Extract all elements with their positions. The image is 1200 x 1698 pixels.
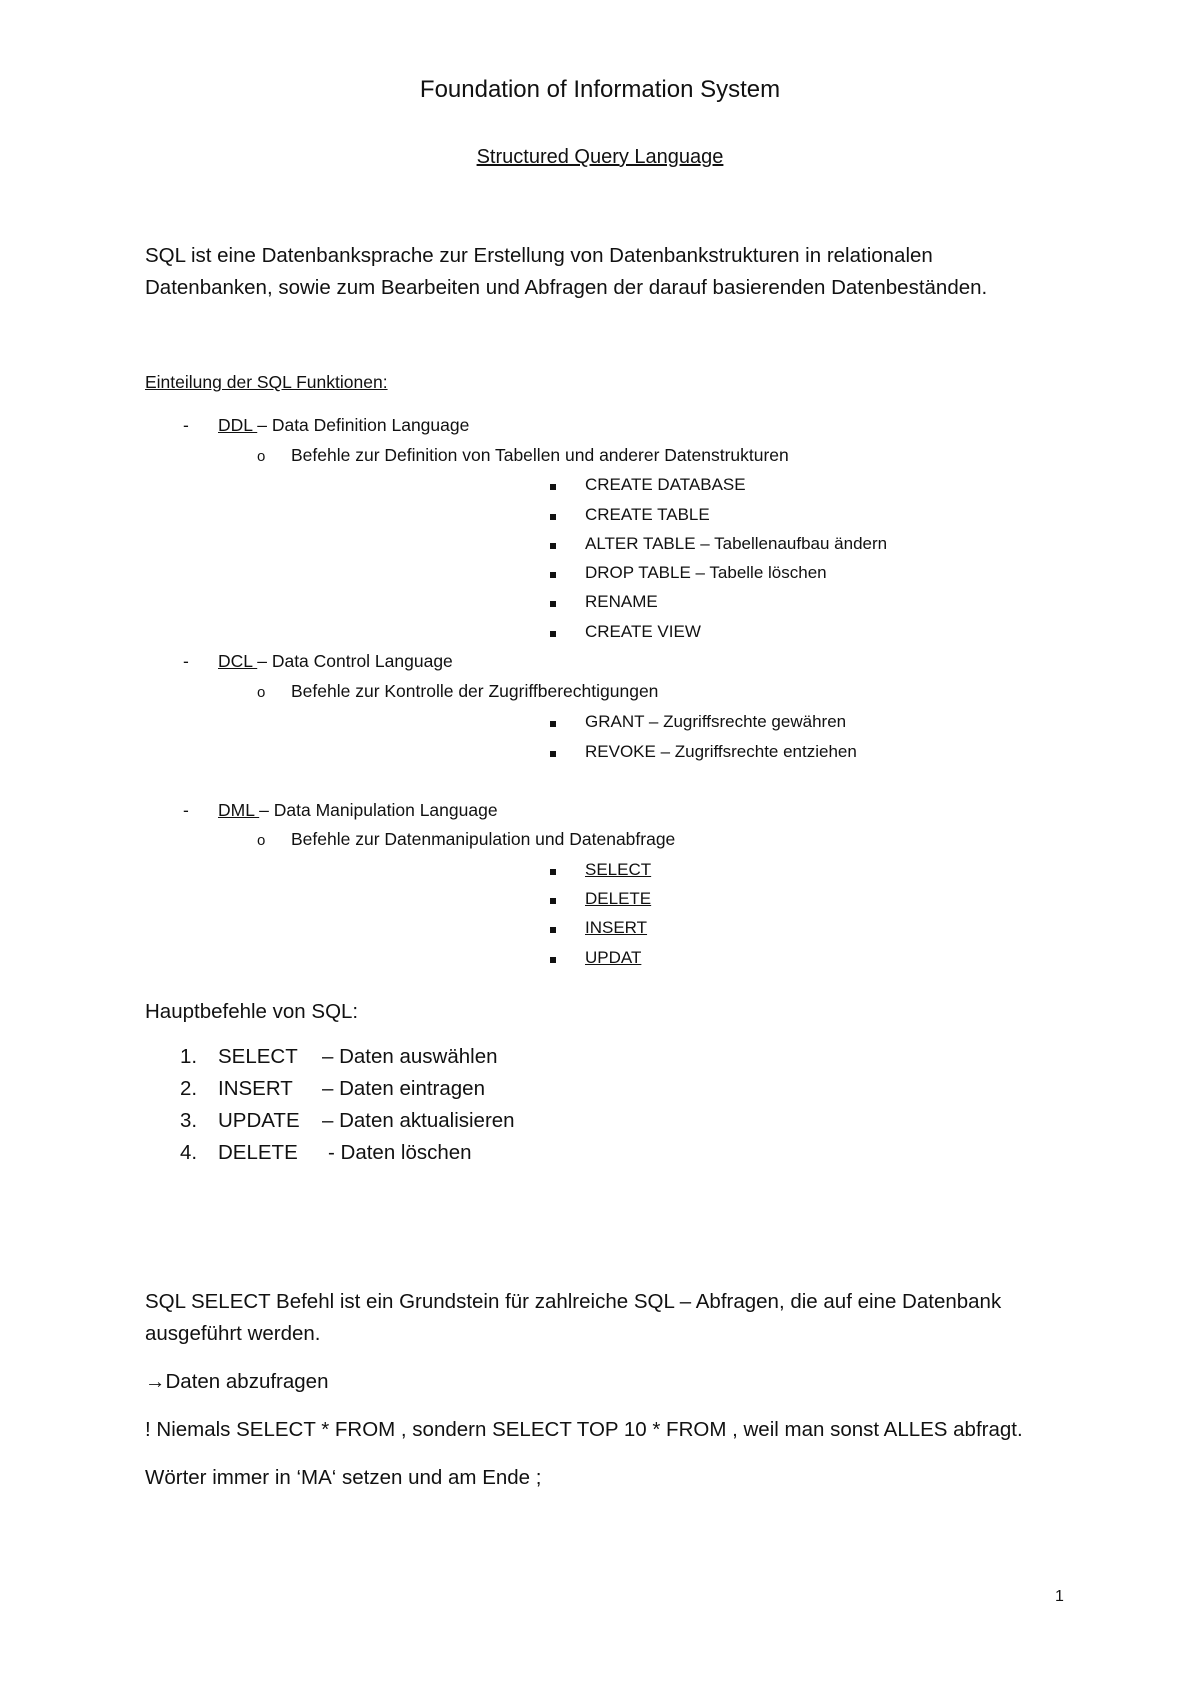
ddl-abbr: DDL — [218, 415, 258, 435]
hauptbefehl-desc: – Daten auswählen — [322, 1045, 498, 1068]
circle-bullet: o — [257, 832, 266, 849]
dml-abbr: DML — [218, 800, 260, 820]
page-subtitle: Structured Query Language — [476, 146, 724, 168]
dcl-item: REVOKE – Zugriffsrechte entziehen — [585, 742, 857, 761]
einteilung-heading: Einteilung der SQL Funktionen: — [145, 372, 388, 392]
select-para-line-2: ausgeführt werden. — [145, 1322, 321, 1345]
hauptbefehl-desc: - Daten löschen — [328, 1141, 472, 1164]
dcl-item: GRANT – Zugriffsrechte gewähren — [585, 712, 847, 731]
hauptbefehl-cmd: SELECT — [218, 1045, 298, 1068]
dml-item: DELETE — [585, 889, 652, 908]
ddl-item: DROP TABLE – Tabelle löschen — [585, 563, 827, 582]
dml-item: INSERT — [585, 918, 648, 937]
page-number: 1 — [1055, 1588, 1064, 1605]
dcl-sub: Befehle zur Kontrolle der Zugriffberechtigungen — [291, 681, 659, 701]
section-dml-label — [218, 800, 498, 821]
square-bullet — [550, 721, 556, 727]
ddl-item: CREATE TABLE — [585, 505, 710, 524]
square-bullet — [550, 631, 556, 637]
page-title: Foundation of Information System — [419, 76, 781, 103]
square-bullet — [550, 927, 556, 933]
section-ddl-label — [218, 415, 469, 436]
circle-bullet: o — [257, 448, 266, 465]
hauptbefehl-number: 4. — [180, 1141, 198, 1164]
select-para-line-1: SQL SELECT Befehl ist ein Grundstein für zahlreiche SQL – Abfragen, die auf eine Datenbank — [145, 1290, 1002, 1313]
hauptbefehl-number: 2. — [180, 1077, 198, 1100]
square-bullet — [550, 898, 556, 904]
dcl-rest: – Data Control Language — [257, 651, 453, 671]
intro-line-1: SQL ist eine Datenbanksprache zur Erstellung von Datenbankstrukturen in relationalen — [145, 244, 933, 267]
square-bullet — [550, 514, 556, 520]
square-bullet — [550, 484, 556, 490]
dash-bullet: - — [183, 800, 189, 820]
dash-bullet: - — [183, 651, 189, 671]
square-bullet — [550, 601, 556, 607]
dcl-abbr: DCL — [218, 651, 258, 671]
ddl-sub: Befehle zur Definition von Tabellen und anderer Datenstrukturen — [291, 445, 789, 465]
dml-item: UPDAT — [585, 948, 642, 967]
square-bullet — [550, 751, 556, 757]
square-bullet — [550, 543, 556, 549]
hauptbefehl-number: 3. — [180, 1109, 198, 1132]
hauptbefehl-number: 1. — [180, 1045, 198, 1068]
dml-rest: – Data Manipulation Language — [259, 800, 498, 820]
square-bullet — [550, 957, 556, 963]
ddl-item: RENAME — [585, 592, 658, 611]
square-bullet — [550, 572, 556, 578]
warning-line: ! Niemals SELECT * FROM , sondern SELECT TOP 10 * FROM , weil man sonst ALLES abfragt. — [145, 1418, 1023, 1441]
hauptbefehl-cmd: DELETE — [218, 1141, 298, 1164]
square-bullet — [550, 869, 556, 875]
ddl-item: CREATE DATABASE — [585, 475, 746, 494]
intro-line-2: Datenbanken, sowie zum Bearbeiten und Abfragen der darauf basierenden Datenbeständen. — [145, 276, 988, 299]
woerter-line: Wörter immer in ‘MA‘ setzen und am Ende ; — [145, 1466, 542, 1489]
hauptbefehl-cmd: UPDATE — [218, 1109, 300, 1132]
section-dcl-label — [218, 651, 453, 672]
ddl-item: CREATE VIEW — [585, 622, 701, 641]
ddl-rest: – Data Definition Language — [257, 415, 470, 435]
dml-item: SELECT — [585, 860, 652, 879]
dash-bullet: - — [183, 415, 189, 435]
hauptbefehle-heading: Hauptbefehle von SQL: — [145, 1000, 359, 1023]
hauptbefehl-desc: – Daten aktualisieren — [322, 1109, 515, 1132]
circle-bullet: o — [257, 684, 266, 701]
hauptbefehl-cmd: INSERT — [218, 1077, 293, 1100]
hauptbefehl-desc: – Daten eintragen — [322, 1077, 485, 1100]
ddl-item: ALTER TABLE – Tabellenaufbau ändern — [585, 534, 888, 553]
arrow-line: →Daten abzufragen — [145, 1370, 329, 1393]
dml-sub: Befehle zur Datenmanipulation und Datenabfrage — [291, 829, 676, 849]
